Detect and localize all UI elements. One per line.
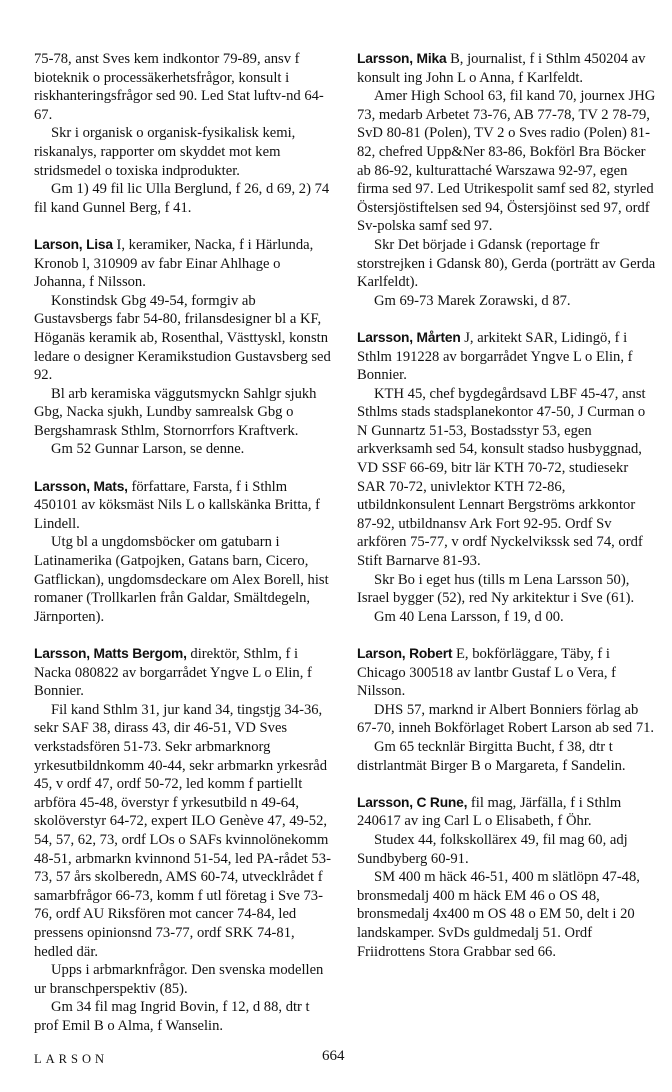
entry-name: Larsson, Mårten	[357, 329, 461, 345]
entry-lead: direktör, Sthlm, f i Nacka 080822 av borgarrådet Yngve L o Elin, f Bonnier.	[34, 646, 312, 700]
entry-heading	[357, 645, 657, 701]
entry-paragraph: Utg bl a ungdomsböcker om gatubarn i Latinamerika (Gatpojken, Gatans barn, Cicero, Gatflickan), ungdomsdeckare om Alex Borell, hist romaner (Trollkarlen från Galdar, Smältdegeln, Järnporten).	[34, 534, 329, 625]
entry-paragraph: Amer High School 63, fil kand 70, journex JHG 73, medarb Arbetet 73-76, AB 77-78, TV 2 78-79, SvD 80-81 (Polen), TV 2 o Sves radio (Polen) 81-82, chefred Upp&Ner 83-86, Bokförl Bra Böcker ab 86-92, kulturattaché Warszawa 92-97, egen firma sed 97. Led Utrikespolit samf sed 82, styrled Östersjöstiftelsen sed 94, Östersjöinst sed 97, ordf Sv-polska samf sed 97.	[357, 88, 656, 235]
entry-paragraph: DHS 57, marknd ir Albert Bonniers förlag ab 67-70, inneh Bokförlaget Robert Larson ab sed 71.	[357, 701, 655, 737]
entry-paragraph: Bl arb keramiska väggutsmyckn Sahlgr sjukh Gbg, Nacka sjukh, Lundby samrealsk Gbg o Bergshamrask Sthlm, Stornorrfors Kraftverk.	[34, 385, 317, 439]
left-column	[34, 50, 334, 1054]
entry-paragraph: Studex 44, folkskollärex 49, fil mag 60, adj Sundbyberg 60-91.	[357, 831, 628, 867]
entry-paragraph: Konstindsk Gbg 49-54, formgiv ab Gustavsbergs fabr 54-80, frilansdesigner bl a KF, Höganäs keramik ab, Rosenthal, Västtyskl, konstn ledare o designer Keramikstudion Gustavsberg sed 92.	[34, 292, 331, 384]
entry-paragraph: Gm 1) 49 fil lic Ulla Berglund, f 26, d 69, 2) 74 fil kand Gunnel Berg, f 41.	[34, 181, 330, 216]
entry-paragraph: Skr i organisk o organisk-fysikalisk kemi, riskanalys, rapporter om skyddet mot kem stridsmedel o toxiska indprodukter.	[34, 125, 296, 179]
entry-name: Larson, Robert	[357, 646, 453, 661]
entry-larsson-mika	[357, 50, 657, 310]
entry-paragraph: 75-78, anst Sves kem indkontor 79-89, ansv f bioteknik o processäkerhetsfrågor, konsult i riskhanteringsfrågor sed 90. Led Stat luftv-nd 64-67.	[34, 51, 324, 123]
entry-larsson-mats	[34, 478, 334, 627]
entry-larsson-marten	[357, 329, 657, 627]
entry-larsson-rune	[357, 794, 657, 961]
entry-heading	[34, 645, 334, 701]
entry-paragraph: Gm 34 fil mag Ingrid Bovin, f 12, d 88, dtr t prof Emil B o Alma, f Wanselin.	[34, 999, 310, 1034]
entry-lead: författare, Farsta, f i Sthlm 450101 av köksmäst Nils L o kallskänka Britta, f Lindell.	[34, 478, 321, 532]
entry-paragraph: Fil kand Sthlm 31, jur kand 34, tingstjg 34-36, sekr SAF 38, dirass 43, dir 46-51, VD Sves verkstadsfören 51-73. Sekr arbmarknorg yrkesutbildnkomm 40-44, sekr arbmarkn yrkesråd 45, v ordf 47, ordf 50-72, led komm f partiellt arbföra 45-48, överstyr f yrkesutbild n 49-64, skolöverstyr 64-72, expert ILO Genève 47, 49-52, 54, 57, 62, 73, ordf LOs o SAFs kvinnolönekomm 48-51, arbmarkn kvinnond 51-54, led PA-rådet 53-73, 57 års skolberedn, AMS 60-74, utvecklrådet f samarbfrågor 66-73, komm f utl företag i Sve 73-76, ordf AU Riksfören mot cancer 74-84, led pressens opinionsnd 73-77, ordf SRK 74-81, hedled där.	[34, 701, 331, 960]
entry-name: Larsson, C Rune,	[357, 794, 468, 810]
entry-paragraph: Skr Bo i eget hus (tills m Lena Larsson 50), Israel bygger (52), red Ny arkitektur i Sve (61).	[357, 571, 635, 607]
entry-heading	[357, 794, 657, 831]
entry-heading	[34, 478, 334, 534]
entry-heading	[357, 50, 657, 87]
entry-heading	[34, 236, 334, 292]
running-head: LARSON	[34, 1052, 109, 1066]
entry-paragraph: Gm 65 tecknlär Birgitta Bucht, f 38, dtr t distrlantmät Birger B o Margareta, f Sandelin.	[357, 738, 626, 774]
entry-paragraph: Gm 52 Gunnar Larson, se denne.	[51, 441, 245, 458]
entry-lead: E, bokförläggare, Täby, f i Chicago 300518 av lantbr Gustaf L o Vera, f Nilsson.	[357, 646, 616, 700]
entry-name: Larson, Lisa	[34, 236, 113, 252]
entry-name: Larsson, Mats,	[34, 478, 128, 494]
entry-lead: I, keramiker, Nacka, f i Härlunda, Kronob l, 310909 av fabr Einar Ahlhage o Johanna, f Nilsson.	[34, 236, 314, 291]
entry-paragraph: Skr Det började i Gdansk (reportage fr storstrejken i Gdansk 80), Gerda (porträtt av Gerda Karlfeldt).	[357, 236, 656, 291]
entry-name: Larsson, Mika	[357, 51, 447, 66]
entry-name: Larsson, Matts Bergom,	[34, 646, 187, 661]
entry-paragraph: Upps i arbmarknfrågor. Den svenska modellen ur branschperspektiv (85).	[34, 962, 324, 997]
entry-lead: J, arkitekt SAR, Lidingö, f i Sthlm 191228 av borgarrådet Yngve L o Elin, f Bonnier.	[357, 329, 633, 384]
right-column	[357, 50, 657, 980]
entry-lead: fil mag, Järfälla, f i Sthlm 240617 av ing Carl L o Elisabeth, f Öhr.	[357, 794, 622, 830]
entry-larson-robert	[357, 645, 657, 775]
entry-larsson-matts-bergom	[34, 645, 334, 1035]
entry-paragraph: Gm 40 Lena Larsson, f 19, d 00.	[374, 608, 564, 625]
entry-lead: B, journalist, f i Sthlm 450204 av konsult ing John L o Anna, f Karlfeldt.	[357, 51, 646, 86]
entry-larson-lisa	[34, 236, 334, 459]
entry-paragraph: SM 400 m häck 46-51, 400 m slätlöpn 47-48, bronsmedalj 400 m häck EM 46 o OS 48, bronsmedalj 4x400 m OS 48 o EM 50, delt i 20 landskamper. SvDs guldmedalj 51. Ordf Friidrottens Stora Grabbar sed 66.	[357, 869, 640, 960]
entry-paragraph: Gm 69-73 Marek Zorawski, d 87.	[374, 292, 571, 309]
page-number: 664	[322, 1048, 345, 1064]
entry-heading	[357, 329, 657, 385]
entry-paragraph: KTH 45, chef bygdegårdsavd LBF 45-47, anst Sthlms stads stadsplanekontor 47-50, J Curman o N Gunnartz 51-53, Bostadsstyr 53, egen arkverksamh sed 54, konsult stadso husbyggnad, VD SSF 66-69, bitr lär KTH 70-72, studiesekr SAR 70-72, univlektor KTH 72-86, utbildnkonsulent Lennart Bergströms arkkontor 87-92, utbildnansv Ark Fort 92-95. Ordf Sv arkfören 75-77, v ordf Nyckelvikssk sed 74, ordf Stift Barnarve 81-93.	[357, 385, 646, 570]
entry-continued	[34, 50, 334, 217]
